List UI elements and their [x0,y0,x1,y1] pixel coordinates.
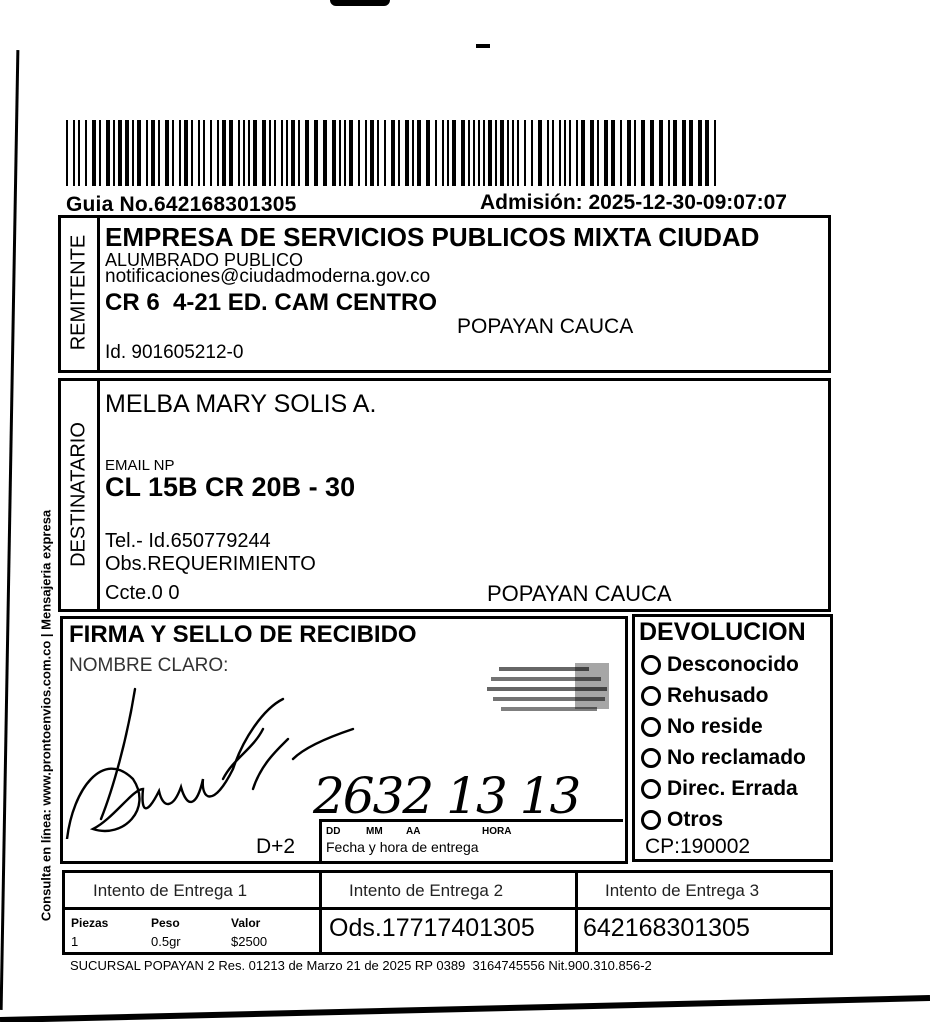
barcode-bar [627,120,631,186]
scan-edge-bottom [0,980,930,1022]
col-dd: DD [326,826,341,837]
barcode-bar [391,120,395,186]
barcode-bar [146,120,148,186]
barcode-bar [500,120,504,186]
devolucion-options [641,649,806,835]
details-divider-1 [319,910,322,952]
remitente-email: notificaciones@ciudadmoderna.gov.co [105,266,431,287]
barcode-bar [73,120,75,186]
option-direc-errada[interactable]: Direc. Errada [641,773,806,804]
barcode [66,120,718,186]
destinatario-name: MELBA MARY SOLIS A. [105,390,377,418]
barcode-bar [210,120,212,186]
barcode-bar [483,120,485,186]
valor-label: Valor [231,916,261,930]
destinatario-email-label: EMAIL NP [105,457,175,474]
admision-timestamp: Admisión: 2025-12-30-09:07:07 [480,191,787,214]
barcode-bar [377,120,379,186]
destinatario-label: DESTINATARIO [67,422,90,567]
barcode-bar [604,120,608,186]
scan-dash [476,44,490,48]
barcode-bar [92,120,96,186]
barcode-bar [203,120,205,186]
destinatario-address: CL 15B CR 20B - 30 [105,472,356,502]
piezas-label: Piezas [71,916,109,930]
barcode-bar [442,120,444,186]
barcode-bar [689,120,693,186]
barcode-bar [365,120,367,186]
barcode-bar [507,120,509,186]
devolucion-title: DEVOLUCION [639,618,806,646]
details-divider-2 [575,910,578,952]
barcode-bar [291,120,295,186]
barcode-bar [620,120,622,186]
destinatario-ccte: Ccte.0 0 [105,582,180,604]
barcode-bar [125,120,129,186]
barcode-bar [417,120,421,186]
col-aa: AA [406,826,421,837]
radio-circle-icon [641,717,661,737]
intentos-row [62,870,833,910]
intento-divider-2 [575,873,578,907]
barcode-bar [323,120,327,186]
guia-number: Guia No.642168301305 [66,193,297,216]
barcode-bar [349,120,353,186]
remitente-id: Id. 901605212-0 [105,342,244,363]
d-plus-label: D+2 [256,835,296,858]
barcode-bar [634,120,636,186]
intento-1: Intento de Entrega 1 [93,881,248,900]
barcode-bar [517,120,519,186]
barcode-bar [468,120,470,186]
barcode-bar [137,120,141,186]
barcode-bar [184,120,188,186]
col-hora: HORA [482,826,512,837]
barcode-bar [524,120,526,186]
barcode-bar [564,120,566,186]
barcode-bar [478,120,480,186]
barcode-bar [398,120,400,186]
barcode-bar [118,120,122,186]
intento-3: Intento de Entrega 3 [605,881,760,900]
barcode-bar [461,120,465,186]
barcode-bar [165,120,169,186]
barcode-bar [281,120,283,186]
fecha-label: Fecha y hora de entrega [326,839,479,855]
barcode-bar [538,120,542,186]
option-no-reside[interactable]: No reside [641,711,806,742]
radio-circle-icon [641,779,661,799]
fecha-cell [319,819,623,861]
devolucion-cp: CP:190002 [645,835,751,858]
barcode-bar [547,120,549,186]
barcode-bar [641,120,645,186]
barcode-bar [314,120,318,186]
barcode-bar [705,120,709,186]
remitente-box [58,215,831,373]
barcode-bar [99,120,101,186]
destinatario-tel: Tel.- Id.650779244 [105,530,271,552]
destinatario-city: POPAYAN CAUCA [487,581,672,606]
option-no-reclamado[interactable]: No reclamado [641,742,806,773]
radio-circle-icon [641,748,661,768]
piezas-value: 1 [71,934,79,949]
barcode-bar [611,120,615,186]
barcode-bar [66,120,68,186]
left-edge-line [0,50,19,1010]
barcode-bar [552,120,554,186]
barcode-bar [435,120,437,186]
barcode-bar [447,120,449,186]
remitente-company: EMPRESA DE SERVICIOS PUBLICOS MIXTA CIUDAD [105,222,760,252]
remitente-address: CR 6 4-21 ED. CAM CENTRO [105,289,438,316]
barcode-bar [339,120,341,186]
guia-number-box: 642168301305 [583,914,750,942]
barcode-bar [262,120,266,186]
radio-circle-icon [641,686,661,706]
barcode-bar [673,120,677,186]
destinatario-obs: Obs.REQUERIMIENTO [105,553,316,575]
barcode-bar [269,120,271,186]
radio-circle-icon [641,655,661,675]
barcode-bar [179,120,181,186]
barcode-bar [253,120,257,186]
barcode-bar [452,120,456,186]
radio-circle-icon [641,810,661,830]
barcode-bar [158,120,160,186]
barcode-bar [298,120,300,186]
barcode-bar [217,120,219,186]
barcode-bar [559,120,561,186]
intento-2: Intento de Entrega 2 [349,881,504,900]
barcode-bar [412,120,414,186]
barcode-bar [248,120,250,186]
remitente-label: REMITENTE [67,234,90,351]
barcode-bar [714,120,716,186]
peso-value: 0.5gr [151,934,181,949]
barcode-bar [512,120,514,186]
option-desconocido[interactable]: Desconocido [641,649,806,680]
barcode-bar [151,120,155,186]
barcode-bar [305,120,309,186]
barcode-bar [332,120,336,186]
barcode-bar [569,120,571,186]
barcode-bar [370,120,374,186]
side-consulta-text: Consulta en línea: www.prontoenvios.com.co | Mensajeria expresa [38,509,54,922]
barcode-bar [581,120,585,186]
barcode-bar [238,120,240,186]
barcode-bar [384,120,386,186]
barcode-bar [473,120,475,186]
barcode-bar [243,120,245,186]
nombre-claro-label: NOMBRE CLARO: [69,655,229,676]
destinatario-divider [97,381,100,609]
remitente-line2: ALUMBRADO PUBLICO [105,250,304,270]
barcode-bar [113,120,115,186]
barcode-bar [198,120,200,186]
handwritten-date: 2632 13 13 [313,767,580,825]
barcode-bar [172,120,174,186]
barcode-bar [78,120,80,186]
barcode-bar [650,120,654,186]
barcode-bar [531,120,533,186]
barcode-bar [274,120,276,186]
barcode-bar [698,120,702,186]
barcode-bar [405,120,409,186]
devolucion-box [632,614,833,862]
barcode-bar [344,120,346,186]
barcode-bar [191,120,193,186]
option-rehusado[interactable]: Rehusado [641,680,806,711]
barcode-bar [85,120,87,186]
ods-number: Ods.17717401305 [329,914,535,942]
barcode-bar [222,120,226,186]
barcode-bar [682,120,686,186]
barcode-bar [597,120,599,186]
col-mm: MM [366,826,383,837]
destinatario-box [58,378,831,612]
details-row [62,907,833,955]
barcode-bar [495,120,497,186]
firma-box [60,616,628,864]
barcode-bar [132,120,134,186]
stamp-mark [483,653,623,733]
intento-divider-1 [319,873,322,907]
scan-mark-top [330,0,390,6]
option-otros[interactable]: Otros [641,804,806,835]
barcode-bar [106,120,110,186]
remitente-divider [97,218,100,370]
barcode-bar [659,120,663,186]
footer-text: SUCURSAL POPAYAN 2 Res. 01213 de Marzo 21 de 2025 RP 0389 3164745556 Nit.900.310.856-2 [70,958,652,973]
barcode-bar [668,120,670,186]
remitente-city: POPAYAN CAUCA [457,315,634,338]
barcode-bar [426,120,430,186]
barcode-bar [488,120,492,186]
valor-value: $2500 [231,934,268,949]
barcode-bar [286,120,288,186]
peso-label: Peso [151,916,180,930]
firma-title: FIRMA Y SELLO DE RECIBIDO [69,621,417,648]
barcode-bar [576,120,578,186]
barcode-bar [358,120,360,186]
barcode-bar [590,120,594,186]
barcode-bar [229,120,233,186]
